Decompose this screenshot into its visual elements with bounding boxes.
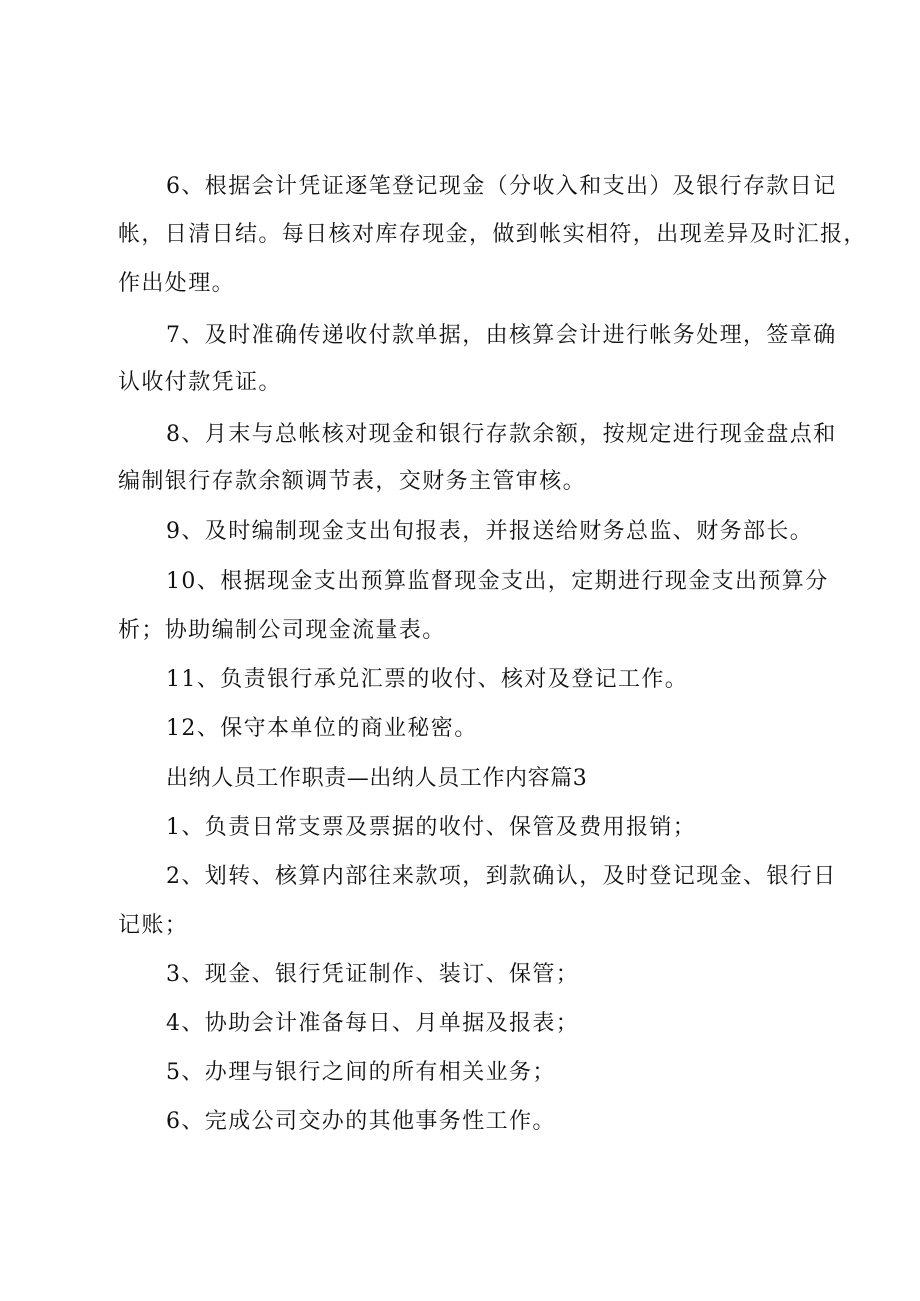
section-item-4-line-1: 4、协助会计准备每日、月单据及报表； (166, 1011, 580, 1036)
paragraph-8-line-1: 8、月末与总帐核对现金和银行存款余额，按规定进行现金盘点和 (166, 422, 837, 447)
paragraph-10-line-2: 析；协助编制公司现金流量表。 (118, 618, 446, 643)
section-heading: 出纳人员工作职责—出纳人员工作内容篇3 (166, 766, 588, 791)
section-item-3-line-1: 3、现金、银行凭证制作、装订、保管； (166, 962, 580, 987)
paragraph-8-line-2: 编制银行存款余额调节表，交财务主管审核。 (118, 469, 587, 494)
paragraph-12-line-1: 12、保守本单位的商业秘密。 (166, 716, 478, 741)
paragraph-6-line-2: 帐，日清日结。每日核对库存现金，做到帐实相符，出现差异及时汇报， (118, 222, 867, 247)
section-item-2-line-2: 记账； (118, 913, 189, 938)
paragraph-7-line-1: 7、及时准确传递收付款单据，由核算会计进行帐务处理，签章确 (166, 323, 837, 348)
section-item-6-line-1: 6、完成公司交办的其他事务性工作。 (166, 1109, 556, 1134)
paragraph-7-line-2: 认收付款凭证。 (118, 370, 282, 395)
section-item-2-line-1: 2、划转、核算内部往来款项，到款确认，及时登记现金、银行日 (166, 864, 837, 889)
paragraph-6-line-1: 6、根据会计凭证逐笔登记现金（分收入和支出）及银行存款日记 (166, 174, 837, 199)
paragraph-10-line-1: 10、根据现金支出预算监督现金支出，定期进行现金支出预算分 (166, 569, 829, 594)
paragraph-6-line-3: 作出处理。 (118, 271, 236, 296)
section-item-1-line-1: 1、负责日常支票及票据的收付、保管及费用报销； (166, 815, 697, 840)
paragraph-9-line-1: 9、及时编制现金支出旬报表，并报送给财务总监、财务部长。 (166, 519, 814, 544)
paragraph-11-line-1: 11、负责银行承兑汇票的收付、核对及登记工作。 (166, 667, 689, 692)
section-item-5-line-1: 5、办理与银行之间的所有相关业务； (166, 1060, 556, 1085)
